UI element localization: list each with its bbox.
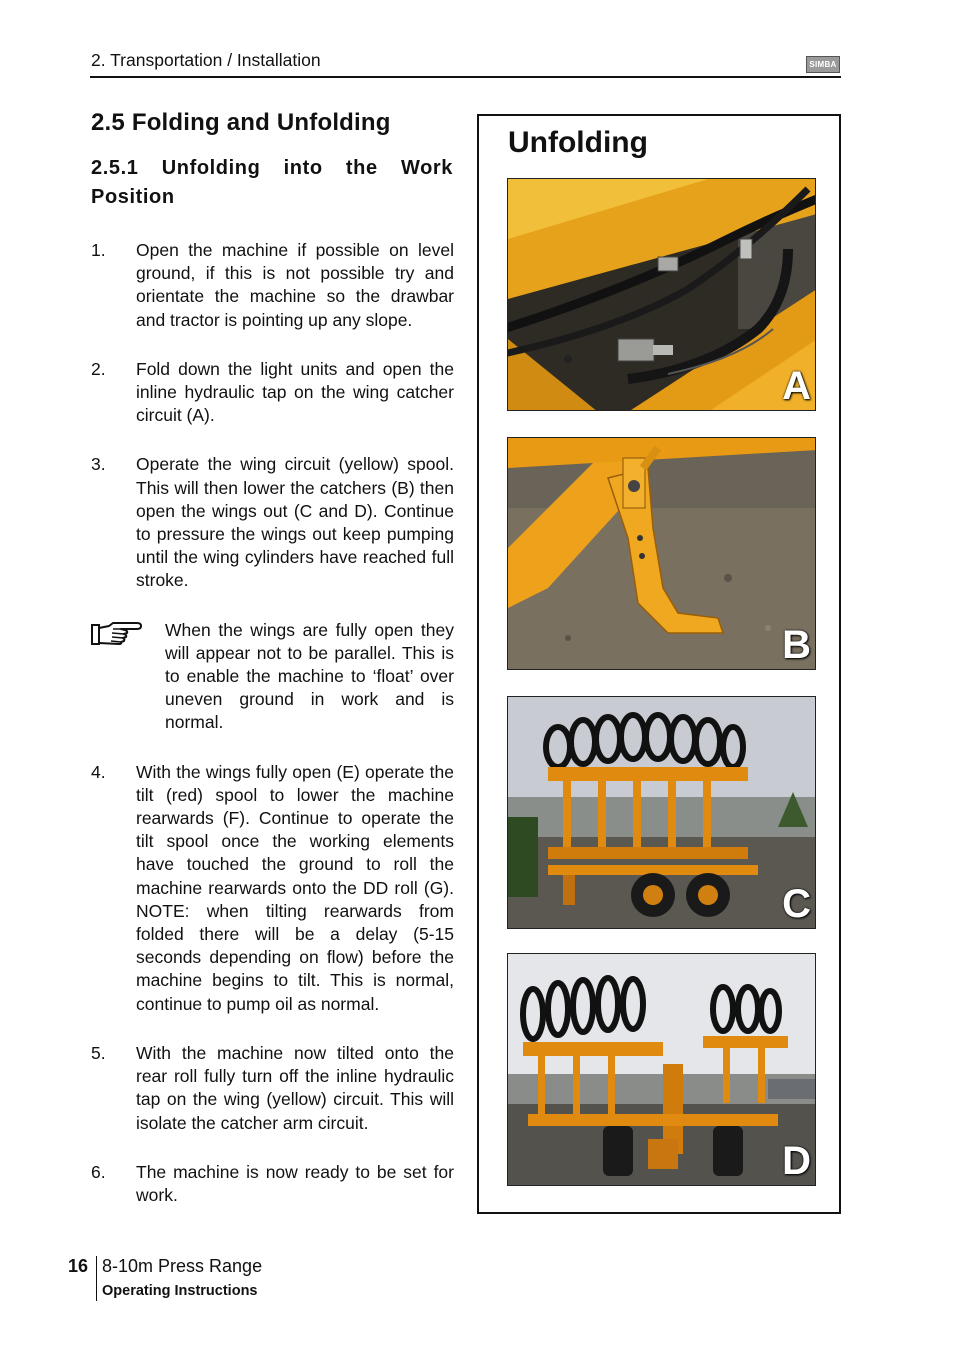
note-block: [91, 619, 454, 735]
header-section-title: 2. Transportation / Installation: [91, 50, 321, 70]
header-divider: [90, 76, 841, 78]
photo-b-catcher-arm: [507, 437, 816, 670]
step-text: The machine is now ready to be set for work.: [136, 1161, 454, 1205]
step-text: Fold down the light units and open the inline hydraulic tap on the wing catcher circuit (A).: [136, 358, 454, 426]
step-number: 6.: [91, 1161, 106, 1182]
list-item: [91, 1161, 454, 1207]
photo-a-hydraulic-tap: [507, 178, 816, 411]
unfolding-panel: [477, 114, 841, 1214]
photo-c-wings-opening: [507, 696, 816, 929]
photo-label: A: [782, 364, 811, 408]
step-text: Operate the wing circuit (yellow) spool. This will then lower the catchers (B) then open the wings out (C and D). Continue to pressure the wings out keep pumping until the wing cylinders have reached full stroke.: [136, 454, 454, 591]
footer-title: 8-10m Press Range: [102, 1256, 263, 1276]
step-number: 1.: [91, 240, 106, 260]
photo-label: D: [782, 1139, 811, 1183]
photo-d-wings-open: [507, 953, 816, 1186]
photo-label: B: [782, 623, 811, 667]
step-number: 5.: [91, 1042, 106, 1063]
footer-divider: [96, 1256, 97, 1301]
list-item: [91, 453, 454, 592]
step-text: Open the machine if possible on level ground, if this is not possible try and orientate the machine so the drawbar and tractor is pointing up any slope.: [136, 240, 454, 330]
step-number: 2.: [91, 358, 106, 379]
list-item: [91, 239, 454, 332]
simba-logo: SIMBA: [806, 56, 840, 73]
footer-subtitle: Operating Instructions: [102, 1283, 258, 1299]
photo-label: C: [782, 882, 811, 926]
step-number: 3.: [91, 454, 106, 475]
subsection-title: 2.5.1 Unfolding into the Work Position: [91, 157, 453, 208]
step-number: 4.: [91, 761, 106, 782]
list-item: [91, 358, 454, 428]
panel-title: Unfolding: [508, 126, 648, 159]
page-number: 16: [68, 1256, 89, 1276]
step-text: With the wings fully open (E) operate the tilt (red) spool to lower the machine rearwards (F). Continue to operate the tilt spool once the working elements have touched the ground to roll the machine rearwards onto the DD roll (G). NOTE: when tilting rearwards from folded there will be a delay (5-15 seconds depending on flow) before the machine begins to tilt. This is normal, continue to pump oil as normal.: [136, 761, 454, 1014]
note-text: When the wings are fully open they will appear not to be parallel. This is to enable the machine to ‘float’ over uneven ground in work and is normal.: [165, 619, 454, 733]
list-item: [91, 1042, 454, 1135]
list-item: [91, 761, 454, 1016]
section-title: 2.5 Folding and Unfolding: [91, 109, 391, 136]
instruction-list: [91, 239, 454, 1207]
step-text: With the machine now tilted onto the rear roll fully turn off the inline hydraulic tap on the wing (yellow) circuit. This will isolate the catcher arm circuit.: [136, 1042, 454, 1133]
pointing-hand-icon: [91, 619, 165, 735]
